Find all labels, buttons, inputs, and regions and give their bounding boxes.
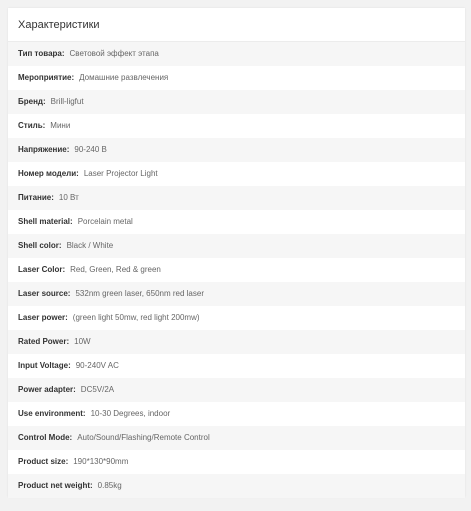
spec-value: 90-240V AC xyxy=(75,361,119,370)
spec-key: Shell color: xyxy=(18,241,62,250)
spec-key: Тип товара: xyxy=(18,49,65,58)
spec-key: Laser source: xyxy=(18,289,71,298)
spec-row xyxy=(8,234,465,258)
spec-row xyxy=(8,210,465,234)
specs-list xyxy=(8,42,465,498)
spec-row xyxy=(8,114,465,138)
spec-value: Домашние развлечения xyxy=(79,73,169,82)
spec-value: 10 Вт xyxy=(58,193,79,202)
spec-key: Use environment: xyxy=(18,409,86,418)
spec-key: Laser power: xyxy=(18,313,68,322)
spec-key: Мероприятие: xyxy=(18,73,75,82)
spec-key: Бренд: xyxy=(18,97,46,106)
section-title: Характеристики xyxy=(8,8,465,42)
spec-value: Мини xyxy=(50,121,71,130)
spec-row xyxy=(8,402,465,426)
spec-row xyxy=(8,42,465,66)
spec-row xyxy=(8,90,465,114)
spec-row xyxy=(8,354,465,378)
spec-value: Auto/Sound/Flashing/Remote Control xyxy=(77,433,210,442)
spec-key: Стиль: xyxy=(18,121,46,130)
spec-row xyxy=(8,450,465,474)
spec-value: 10W xyxy=(74,337,91,346)
spec-key: Product net weight: xyxy=(18,481,93,490)
spec-row xyxy=(8,186,465,210)
spec-key: Питание: xyxy=(18,193,54,202)
spec-row xyxy=(8,474,465,498)
spec-value: Porcelain metal xyxy=(77,217,133,226)
spec-value: Световой эффект этапа xyxy=(69,49,159,58)
spec-key: Shell material: xyxy=(18,217,73,226)
specifications-panel xyxy=(8,8,465,497)
spec-row xyxy=(8,162,465,186)
spec-row xyxy=(8,282,465,306)
spec-key: Product size: xyxy=(18,457,69,466)
spec-row xyxy=(8,258,465,282)
spec-value: Red, Green, Red & green xyxy=(70,265,161,274)
spec-key: Control Mode: xyxy=(18,433,73,442)
spec-key: Input Voltage: xyxy=(18,361,71,370)
spec-value: 190*130*90mm xyxy=(73,457,129,466)
spec-key: Power adapter: xyxy=(18,385,76,394)
spec-key: Laser Color: xyxy=(18,265,66,274)
spec-value: (green light 50mw, red light 200mw) xyxy=(72,313,200,322)
spec-row xyxy=(8,378,465,402)
spec-key: Напряжение: xyxy=(18,145,70,154)
spec-value: Laser Projector Light xyxy=(83,169,158,178)
spec-value: 0.85kg xyxy=(97,481,122,490)
spec-value: Black / White xyxy=(66,241,114,250)
spec-row xyxy=(8,330,465,354)
spec-value: 90-240 В xyxy=(74,145,107,154)
spec-row xyxy=(8,66,465,90)
spec-key: Rated Power: xyxy=(18,337,70,346)
spec-row xyxy=(8,306,465,330)
spec-value: 10-30 Degrees, indoor xyxy=(90,409,171,418)
spec-value: Brill-ligfut xyxy=(50,97,84,106)
spec-value: 532nm green laser, 650nm red laser xyxy=(75,289,204,298)
spec-value: DC5V/2A xyxy=(80,385,115,394)
spec-row xyxy=(8,138,465,162)
spec-key: Номер модели: xyxy=(18,169,79,178)
spec-row xyxy=(8,426,465,450)
